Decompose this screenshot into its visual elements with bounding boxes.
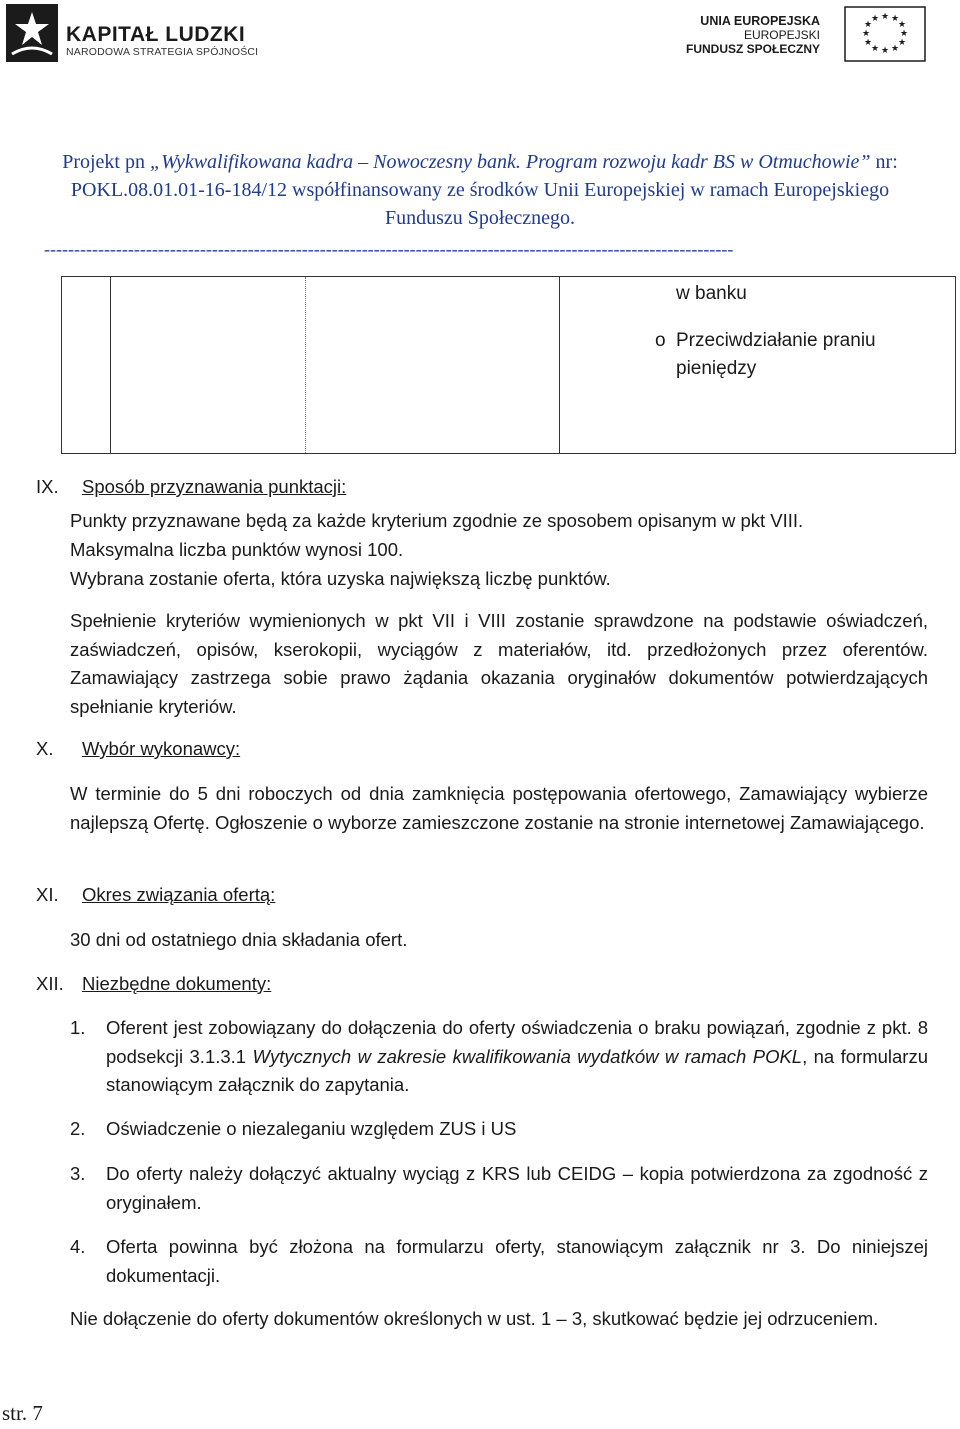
kapital-ludzki-logo xyxy=(6,4,259,64)
section-xi-paragraph: 30 dni od ostatniego dnia składania ofert. xyxy=(70,929,408,950)
section-title-xi: Okres związania ofertą: xyxy=(82,884,276,905)
page-number: str. 7 xyxy=(2,1401,43,1425)
project-heading xyxy=(40,148,920,232)
svg-text:★: ★ xyxy=(880,46,890,56)
section-ix-paragraph: Wybrana zostanie oferta, która uzyska największą liczbę punktów. xyxy=(70,568,611,589)
table-divider xyxy=(110,277,111,453)
svg-text:★: ★ xyxy=(863,20,873,30)
list-item xyxy=(106,1014,928,1100)
eu-line-1: UNIA EUROPEJSKA xyxy=(700,14,820,28)
section-ix-paragraph: Maksymalna liczba punktów wynosi 100. xyxy=(70,539,404,560)
svg-text:★: ★ xyxy=(899,29,909,39)
list-item-text: , na formularzu stanowiącym załącznik do zapytania. xyxy=(106,1045,928,1095)
kapital-ludzki-title: KAPITAŁ LUDZKI xyxy=(66,23,246,46)
section-title-ix: Sposób przyznawania punktacji: xyxy=(82,476,347,497)
closing-paragraph: Nie dołączenie do oferty dokumentów określonych w ust. 1 – 3, skutkować będzie jej odrzuceniem. xyxy=(70,1308,879,1329)
table-divider xyxy=(305,277,306,453)
svg-text:★: ★ xyxy=(890,44,900,54)
list-item-number: 1. xyxy=(70,1017,86,1038)
eu-line-2: EUROPEJSKI xyxy=(743,28,820,42)
svg-text:★: ★ xyxy=(861,29,871,39)
guidelines-title: Wytycznych w zakresie kwalifikowania wydatków w ramach POKL xyxy=(252,1045,803,1067)
project-number: nr: POKL.08.01.01-16-184/12 xyxy=(70,151,898,201)
project-funding: współfinansowany ze środków Unii Europejskiej w ramach Europejskiego Funduszu Społecznego. xyxy=(292,179,890,229)
section-title-x: Wybór wykonawcy: xyxy=(82,738,241,759)
svg-text:★: ★ xyxy=(880,12,890,22)
section-number-xi: XI. xyxy=(36,884,59,905)
section-title-xii: Niezbędne dokumenty: xyxy=(82,973,272,994)
kapital-ludzki-emblem-icon xyxy=(6,4,58,62)
svg-text:★: ★ xyxy=(863,38,873,48)
list-item-text: Do oferty należy dołączyć aktualny wyciąg z KRS lub CEIDG – kopia potwierdzona za zgodność z oryginałem. xyxy=(106,1163,928,1213)
project-prefix: Projekt pn xyxy=(62,151,145,173)
section-ix-paragraph: Spełnienie kryteriów wymienionych w pkt VII i VIII zostanie sprawdzone na podstawie oświadczeń, zaświadczeń, opisów, kserokopii, wyciągów z materiałów, itd. przedłożonych przez oferentów. Zamawiający zastrzega sobie prawo żądania okazania oryginałów dokumentów potwierdzających spełnianie kryteriów. xyxy=(70,610,928,717)
svg-text:★: ★ xyxy=(897,20,907,30)
list-item-text: Oferent jest zobowiązany do dołączenia do oferty oświadczenia o braku powiązań, zgodnie z pkt. 8 podsekcji 3.1.3.1 xyxy=(106,1017,928,1067)
section-x-paragraph: W terminie do 5 dni roboczych od dnia zamknięcia postępowania ofertowego, Zamawiający wybierze najlepszą Ofertę. Ogłoszenie o wyborze zamieszczone zostanie na stronie internetowej Zamawiającego. xyxy=(70,783,928,833)
svg-text:★: ★ xyxy=(870,44,880,54)
svg-text:★: ★ xyxy=(890,14,900,24)
kapital-ludzki-subtitle: NARODOWA STRATEGIA SPÓJNOŚCI xyxy=(66,46,259,58)
list-item-text: Oferta powinna być złożona na formularzu oferty, stanowiącym załącznik nr 3. Do niniejszej dokumentacji. xyxy=(106,1236,928,1286)
section-number-xii: XII. xyxy=(36,973,64,994)
section-number-ix: IX. xyxy=(36,476,59,497)
eu-logo-text xyxy=(686,14,820,56)
list-item-text: Oświadczenie o niezaleganiu względem ZUS i US xyxy=(106,1118,517,1139)
separator-dashes: ------------------------------------------------------------------------------------------------------------------- xyxy=(44,239,734,259)
list-item-number: 4. xyxy=(70,1236,86,1257)
list-item-number: 3. xyxy=(70,1163,86,1184)
eu-efs-logo xyxy=(685,6,930,64)
list-item-number: 2. xyxy=(70,1118,86,1139)
eu-flag-icon xyxy=(844,6,926,62)
section-ix-paragraph: Punkty przyznawane będą za każde kryterium zgodnie ze sposobem opisanym w pkt VIII. xyxy=(70,510,804,531)
table-cell-text: Przeciwdziałanie praniu pieniędzy xyxy=(676,330,876,379)
project-name: „Wykwalifikowana kadra – Nowoczesny bank. Program rozwoju kadr BS w Otmuchowie” xyxy=(150,151,871,173)
eu-line-3: FUNDUSZ SPOŁECZNY xyxy=(685,42,820,56)
table-cell-text: w banku xyxy=(676,283,747,304)
table-divider xyxy=(559,277,560,453)
svg-text:★: ★ xyxy=(870,14,880,24)
svg-text:★: ★ xyxy=(897,38,907,48)
bullet-marker: o xyxy=(655,330,666,351)
section-number-x: X. xyxy=(36,738,54,759)
